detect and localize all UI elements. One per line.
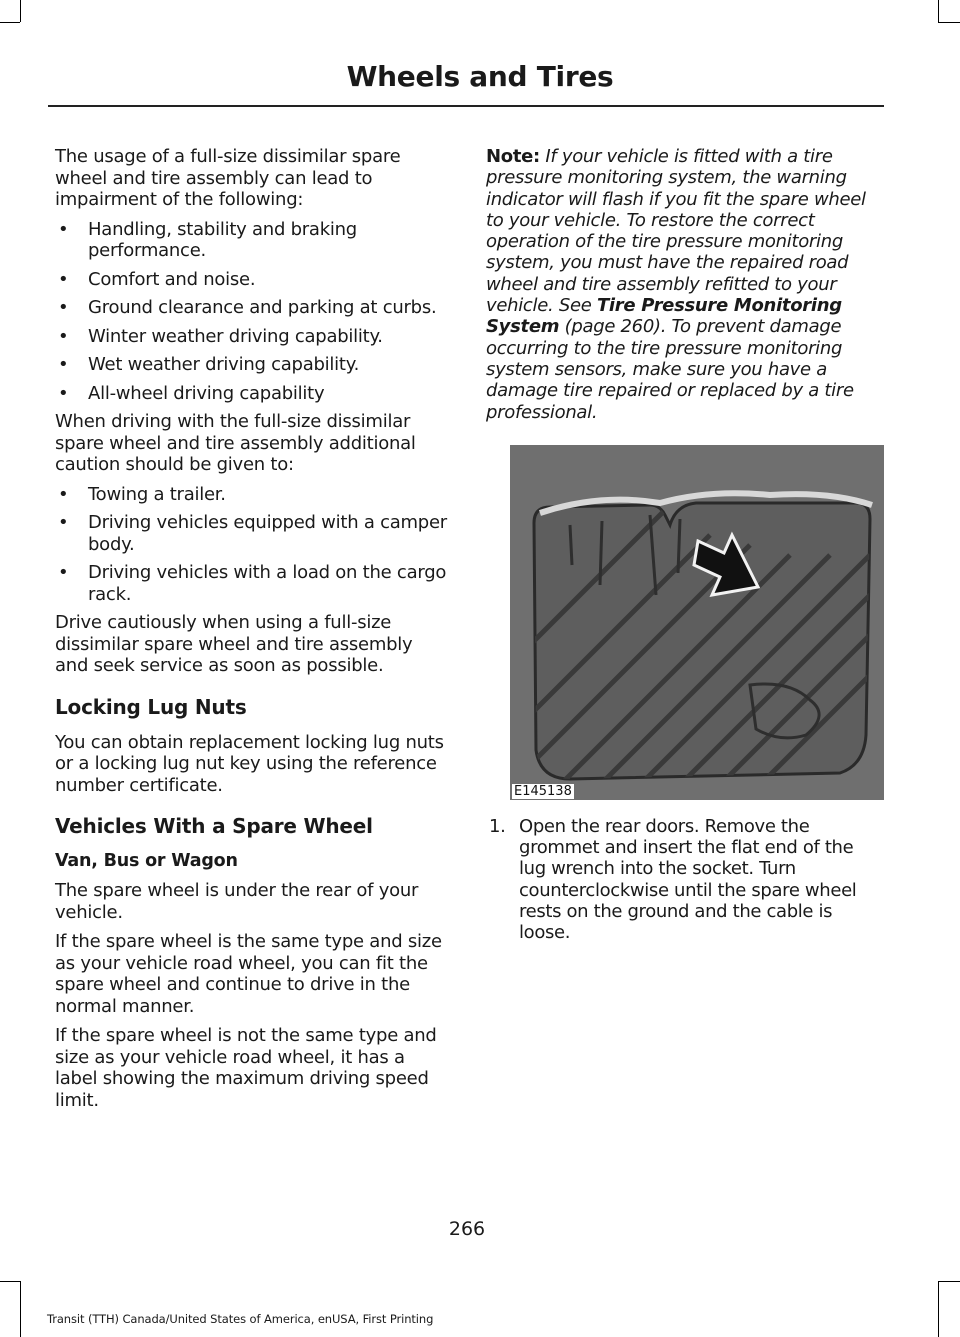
locking-lug-nuts-paragraph: You can obtain replacement locking lug nuts or a locking lug nut key using the reference number certificate. <box>55 731 444 796</box>
list-item: • Comfort and noise. <box>58 268 256 290</box>
crop-mark <box>938 1281 939 1337</box>
van-bus-wagon-heading: Van, Bus or Wagon <box>55 851 238 871</box>
figure-id: E145138 <box>514 783 572 799</box>
list-item: • Handling, stability and braking performance. <box>58 218 357 261</box>
step-number: 1. <box>489 815 506 837</box>
bullet-icon: • <box>58 218 69 240</box>
list-item: • Ground clearance and parking at curbs. <box>58 297 437 318</box>
list-item: • Wet weather driving capability. <box>58 354 360 375</box>
bullet-icon: • <box>58 268 69 290</box>
list-item: • All-wheel driving capability <box>58 382 325 404</box>
page-number: 266 <box>448 1218 486 1240</box>
cross-reference-link[interactable]: Tire Pressure Monitoring System <box>486 295 842 338</box>
list-item: • Driving vehicles with a load on the cargo rack. <box>58 562 447 605</box>
bullet-icon: • <box>58 562 69 583</box>
locking-lug-nuts-heading: Locking Lug Nuts <box>55 694 247 719</box>
crop-mark <box>938 22 960 23</box>
footer-text: Transit (TTH) Canada/United States of America, enUSA, First Printing <box>47 1312 434 1326</box>
intro-paragraph: The usage of a full-size dissimilar spare wheel and tire assembly can lead to impairment of the following: <box>55 146 401 210</box>
bullet-icon: • <box>58 297 69 318</box>
bullet-icon: • <box>58 512 69 533</box>
left-column <box>55 146 448 1119</box>
list-item: • Winter weather driving capability. <box>58 325 383 347</box>
header-divider <box>48 105 884 107</box>
bullet-icon: • <box>58 325 69 347</box>
bullet-icon: • <box>58 483 69 505</box>
page-title: Wheels and Tires <box>346 60 614 93</box>
list-item: 1. Open the rear doors. Remove the grommet and insert the flat end of the lug wrench into the socket. Turn counterclockwise until the spare wheel rests on the ground and the cable is loose. <box>489 815 857 944</box>
illustration-drawing <box>510 445 884 800</box>
note-paragraph: Note: If your vehicle is fitted with a tire pressure monitoring system, the warning indicator will flash if you fit the spare wheel to your vehicle. To restore the correct operation of the tire pressure monitoring system, you must have the repaired road wheel and tire assembly refitted to your vehicle. See Tire Pressure Monitoring System (page 260). To prevent damage occurring to the tire pressure monitoring system sensors, make sure you have a damage tire repaired or replaced by a tire professional. <box>486 146 866 423</box>
spare-location-paragraph: The spare wheel is under the rear of your vehicle. <box>55 880 419 923</box>
caution-intro: When driving with the full-size dissimilar spare wheel and tire assembly additional caution should be given to: <box>55 411 416 475</box>
impairment-list <box>55 219 448 405</box>
right-column <box>486 146 884 944</box>
spare-wheel-illustration <box>510 445 884 800</box>
step-list <box>486 816 884 944</box>
different-type-paragraph: If the spare wheel is not the same type and size as your vehicle road wheel, it has a label showing the maximum driving speed limit. <box>55 1025 437 1111</box>
bullet-icon: • <box>58 382 69 404</box>
caution-list <box>55 484 448 606</box>
crop-mark <box>20 0 21 22</box>
spare-wheel-heading: Vehicles With a Spare Wheel <box>55 814 373 838</box>
list-item: • Towing a trailer. <box>58 483 226 505</box>
same-type-paragraph: If the spare wheel is the same type and size as your vehicle road wheel, you can fit the spare wheel and continue to drive in the normal manner. <box>55 931 442 1017</box>
note-label: Note: <box>486 146 540 167</box>
drive-cautiously-paragraph: Drive cautiously when using a full-size dissimilar spare wheel and tire assembly and seek service as soon as possible. <box>55 612 413 676</box>
crop-mark <box>0 22 20 23</box>
list-item: • Driving vehicles equipped with a camper body. <box>58 512 447 555</box>
bullet-icon: • <box>58 354 69 375</box>
crop-mark <box>0 1281 20 1282</box>
crop-mark <box>20 1281 21 1337</box>
crop-mark <box>938 1281 960 1282</box>
crop-mark <box>938 0 939 22</box>
